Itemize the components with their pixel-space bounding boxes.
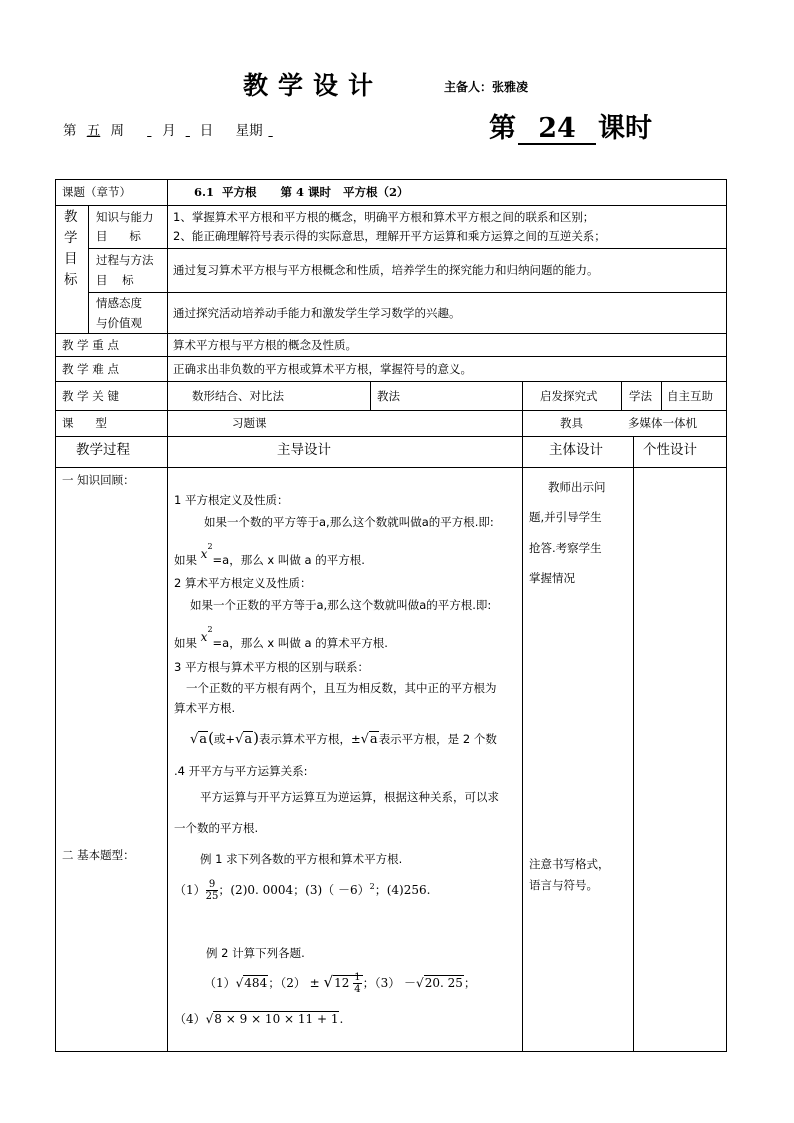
ex2-line2 [174,1012,343,1026]
row-line [55,179,727,180]
goal-text: 通过探究活动培养动手能力和激发学生学习数学的兴趣。 [173,306,461,320]
row-line [55,467,727,468]
aids-value: 多媒体一体机 [628,416,697,430]
paren-open: ( [208,729,214,747]
p3-line2: 算术平方根. [174,701,236,715]
topic-value: 6.1 平方根 第 4 课时 平方根（2） [194,185,409,199]
key-value: 数形结合、对比法 [192,389,284,403]
col-line [726,179,727,1051]
row-line [55,356,727,357]
sqrt-icon: √484 [235,976,268,990]
p1-line2b: =a，那么 x 叫做 a 的平方根. [212,552,365,567]
student-line: 题,并引导学生 [529,510,602,524]
ex1-title: 例 1 求下列各数的平方根和算术平方根. [200,852,403,866]
p1-sym: x [200,546,208,561]
ex2-line1 [204,972,476,995]
ex2-r4: 8 × 9 × 10 × 11 + 1 [214,1012,339,1026]
p4-line1: 平方运算与开平方运算互为逆运算，根据这种关系，可以求 [200,790,499,804]
ex2-title: 例 2 计算下列各题. [206,946,305,960]
week-prefix: 第 [63,123,77,139]
goal-label: 与价值观 [96,316,142,330]
col-line [661,381,662,410]
row-line [55,205,727,206]
method-label: 教法 [377,389,400,403]
p4-line2: 一个数的平方根. [174,821,259,835]
col-header-process: 教学过程 [76,442,130,458]
p2-line2b: =a，那么 x 叫做 a 的算术平方根. [212,635,388,650]
lesson-number-line [489,106,652,145]
ex2-l1d: ； [463,976,476,990]
student-line: 掌握情况 [529,571,575,585]
student-note: 语言与符号。 [529,878,598,892]
p2-title: 2 算术平方根定义及性质： [174,576,312,590]
p3-m-or: 或+ [213,732,236,746]
key-label: 教 学 关 键 [62,389,119,403]
lesson-number: 24 [518,115,596,145]
p3-m-a3: a [369,732,378,747]
ex1-items [174,879,430,902]
weekday-blank [263,123,279,139]
row-line [55,333,727,334]
ex2-l1b: ；（2） ± [268,976,320,990]
ex2-fden: 4 [354,984,361,995]
sqrt-icon: √20. 25 [416,976,463,990]
row-line [55,1051,727,1052]
p4-title: .4 开平方与平方运算关系: [174,764,308,778]
goal-text: 通过复习算术平方根与平方根概念和性质，培养学生的探究能力和归纳问题的能力。 [173,263,599,277]
p2-line2 [174,625,388,650]
col-line [88,205,89,333]
col-line [167,179,168,1051]
p3-title: 3 平方根与算术平方根的区别与联系： [174,660,369,674]
page-title: 教学设计 [243,71,384,100]
col-line [522,381,523,1051]
goal-label: 目 标 [96,273,134,287]
ex1-rest: ；(2)0. 0004；(3)（ －6） [218,883,370,897]
paren-close: ) [253,729,259,747]
sqrt-icon: √8 × 9 × 10 × 11 + 1 [205,1012,339,1026]
p1-exp: 2 [207,542,213,551]
col-header-main: 主导设计 [277,442,331,458]
difficulty-value: 正确求出非负数的平方根或算术平方根，掌握符号的意义。 [173,362,472,376]
student-line: 抢答.考察学生 [529,541,602,555]
student-note: 注意书写格式， [529,857,610,871]
p3-line3-text: 表示算术平方根，± [258,732,361,746]
ex2-r2a: 12 [334,976,350,990]
row-line [88,292,727,293]
col-header-personal: 个性设计 [643,442,697,458]
ex2-radicand [333,972,362,995]
key-point-value: 算术平方根与平方根的概念及性质。 [173,338,357,352]
col-line [633,436,634,1051]
goals-label-char: 标 [64,272,78,288]
ex2-r1: 484 [244,976,268,990]
goal-text: 2、能正确理解符号表示得的实际意思，理解开平方运算和乘方运算之间的互逆关系； [173,229,606,243]
ex1-exp: 2 [369,882,375,891]
p1-line2a: 如果 [174,552,197,567]
ex1-num: 9 [206,879,219,891]
ex1-a: （1） [174,883,206,897]
week-suffix: 周 [110,123,124,139]
p2-exp: 2 [207,625,213,634]
goals-label-char: 学 [64,230,78,246]
goal-text: 1、掌握算术平方根和平方根的概念，明确平方根和算术平方根之间的联系和区别； [173,210,595,224]
type-label: 课 型 [62,416,107,430]
goals-label-char: 目 [64,251,78,267]
study-value: 自主互助 [667,389,713,403]
col-line [370,381,371,410]
ex2-fraction [353,972,361,995]
goal-label: 情感态度 [96,296,142,310]
type-value: 习题课 [232,416,267,430]
lesson-suffix: 课时 [598,113,652,144]
p3-line3b: 表示平方根，是 2 个数 [378,732,497,746]
ex2-l2a: （4） [174,1012,206,1026]
weekday-label: 星期 [235,123,263,139]
row-line [88,248,727,249]
preparer: 主备人：张雅凌 [444,80,529,94]
ex1-fraction [206,879,219,902]
sqrt-icon: √a [360,732,378,747]
row-line [55,410,727,411]
section-basic: 二 基本题型： [62,848,135,862]
ex2-l2b: . [339,1012,344,1026]
method-value: 启发探究式 [540,389,598,403]
sqrt-icon: √ [323,973,334,991]
goal-label: 知识与能力 [96,210,154,224]
ex2-r3: 20. 25 [424,976,463,990]
day-blank [176,123,200,139]
lesson-prefix: 第 [489,113,516,144]
goal-label: 过程与方法 [96,253,154,267]
month-blank [136,123,162,139]
ex1-end: ；(4)256. [374,883,431,897]
student-line: 教师出示问 [548,480,606,494]
aids-label: 教具 [560,416,583,430]
ex2-l1a: （1） [204,976,236,990]
difficulty-label: 教 学 难 点 [62,362,119,376]
p2-sym: x [200,629,208,644]
goals-label-char: 教 [64,209,78,225]
date-line [63,119,279,139]
p3-m-a: a [199,732,208,747]
goal-label: 目 标 [96,229,141,243]
sqrt-icon: √a [235,732,253,747]
p3-line1: 一个正数的平方根有两个，且互为相反数，其中正的平方根为 [186,681,497,695]
p1-line1: 如果一个数的平方等于a,那么这个数就叫做a的平方根.即: [204,515,494,529]
p1-title: 1 平方根定义及性质： [174,493,289,507]
col-line [55,179,56,1051]
col-header-subject: 主体设计 [549,442,603,458]
day-suffix: 日 [199,123,214,139]
p3-line3 [190,731,497,747]
key-point-label: 教 学 重 点 [62,338,119,352]
ex2-l1c: ；（3） － [362,976,417,990]
ex2-fnum: 1 [354,972,361,983]
row-line [55,381,727,382]
ex1-den: 25 [205,891,219,902]
study-label: 学法 [629,389,652,403]
p2-line2a: 如果 [174,635,197,650]
row-line [55,436,727,437]
week-value: 五 [86,123,101,139]
col-line [621,381,622,410]
p2-line1: 如果一个正数的平方等于a,那么这个数就叫做a的平方根.即: [190,598,492,612]
month-suffix: 月 [162,123,176,139]
sqrt-icon: √a [190,732,208,747]
topic-label: 课题（章节） [62,185,131,199]
p3-m-a2: a [244,732,253,747]
section-review: 一 知识回顾： [62,473,135,487]
p1-line2 [174,542,365,567]
